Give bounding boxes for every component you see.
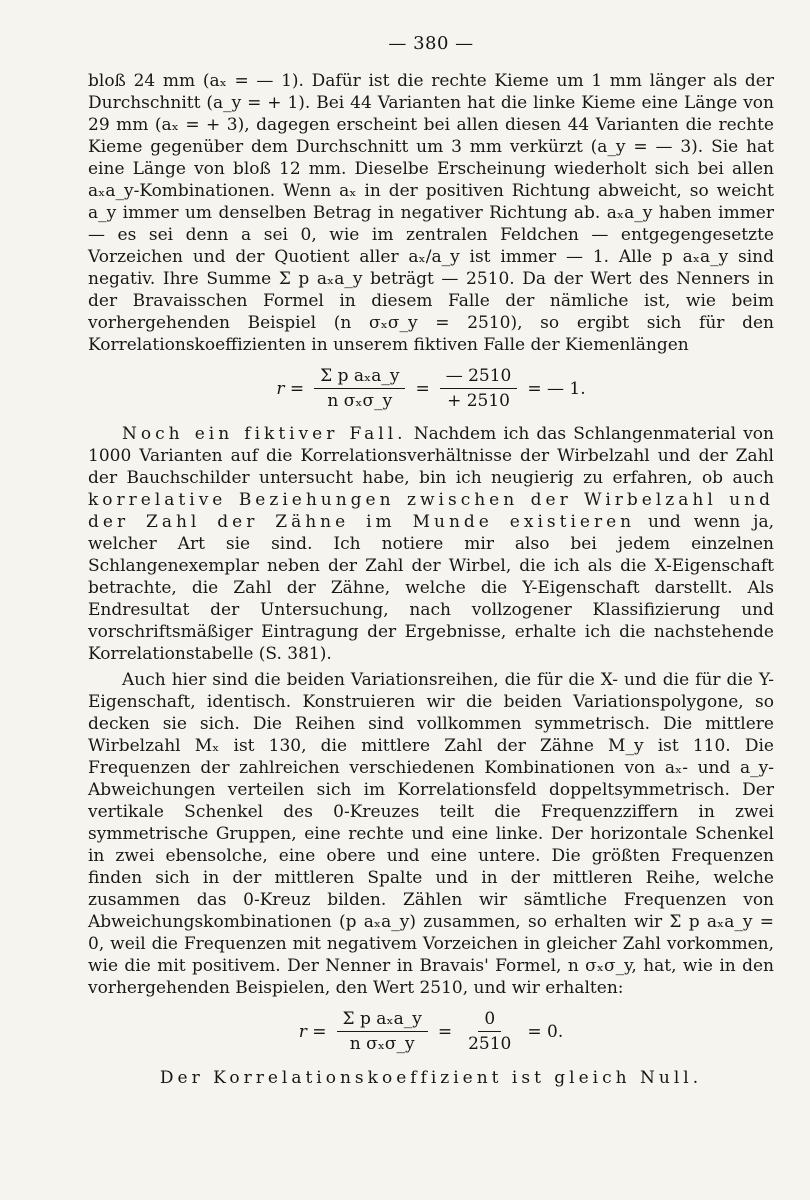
paragraph-2-lead: Noch ein fiktiver Fall. (122, 424, 407, 444)
formula-1-denominator: n σₓσ_y (327, 391, 393, 411)
formula-1-value-denominator: + 2510 (447, 391, 510, 411)
formula-2-value-denominator: 2510 (468, 1034, 512, 1054)
formula-2-denominator: n σₓσ_y (349, 1034, 415, 1054)
formula-2-equals: = (437, 1021, 453, 1042)
formula-1-fraction-b (440, 366, 518, 411)
formula-2-fraction-b (462, 1009, 517, 1054)
formula-2-value-numerator: 0 (478, 1009, 501, 1032)
formula-1-lhs: r = (276, 378, 305, 399)
paragraph-2-text-a: Nachdem ich das Schlangenmaterial von 1000 Varianten auf die Korrelationsverhältnisse der Wirbelzahl und der Zahl der Bauchschilder untersucht habe, bin ich neugierig zu erfahren, ob auch (88, 424, 774, 488)
correlation-formula-2 (88, 1009, 774, 1054)
paragraph-2-spaced-text: korrelative Beziehungen zwischen der Wirbelzahl und der Zahl der Zähne im Munde existieren (88, 490, 774, 532)
formula-1-value-numerator: — 2510 (440, 366, 518, 389)
formula-2-numerator: Σ p aₓa_y (337, 1009, 428, 1032)
formula-1-equals: = (415, 378, 430, 399)
formula-2-result: = 0. (527, 1021, 564, 1042)
closing-statement: Der Korrelationskoeffizient ist gleich Null. (159, 1068, 703, 1088)
paragraph-1: bloß 24 mm (aₓ = — 1). Dafür ist die rechte Kieme um 1 mm länger als der Durchschnitt (a_y = + 1). Bei 44 Varianten hat die linke Kieme eine Länge von 29 mm (aₓ = + 3), dagegen erscheint bei allen diesen 44 Varianten die rechte Kieme gegenüber dem Durchschnitt um 3 mm verkürzt (a_y = — 3). Sie hat eine Länge von bloß 12 mm. Dieselbe Erscheinung wiederholt sich bei allen aₓa_y-Kombinationen. Wenn aₓ in der positiven Richtung abweicht, so weicht a_y immer um denselben Betrag in negativer Richtung ab. aₓa_y haben immer — es sei denn a sei 0, wie im zentralen Feldchen — entgegengesetzte Vorzeichen und der Quotient aller aₓ/a_y ist immer — 1. Alle p aₓa_y sind negativ. Ihre Summe Σ p aₓa_y beträgt — 2510. Da der Wert des Nenners in der Bravaisschen Formel in diesem Falle der nämliche ist, wie beim vorhergehenden Beispiel (n σₓσ_y = 2510), so ergibt sich für den Korrelationskoeffizienten in unserem fiktiven Falle der Kiemenlängen (88, 71, 774, 355)
paragraph-3: Auch hier sind die beiden Variationsreihen, die für die X- und die für die Y-Eigenschaft, identisch. Konstruieren wir die beiden Variationspolygone, so decken sie sich. Die Reihen sind vollkommen symmetrisch. Die mittlere Wirbelzahl Mₓ ist 130, die mittlere Zahl der Zähne M_y ist 110. Die Frequenzen der zahlreichen verschiedenen Kombinationen von aₓ- und a_y-Abweichungen verteilen sich im Korrelationsfeld doppeltsymmetrisch. Der vertikale Schenkel des 0-Kreuzes teilt die Frequenzziffern in zwei symmetrische Gruppen, eine rechte und eine linke. Der horizontale Schenkel in zwei ebensolche, eine obere und eine untere. Die größten Frequenzen finden sich in der mittleren Spalte und in der mittleren Reihe, welche zusammen das 0-Kreuz bilden. Zählen wir sämtliche Frequenzen von Abweichungskombinationen (p aₓa_y) zusammen, so erhalten wir Σ p aₓa_y = 0, weil die Frequenzen mit negativem Vorzeichen in gleicher Zahl vorkommen, wie die mit positivem. Der Nenner in Bravais' Formel, n σₓσ_y, hat, wie in den vorhergehenden Beispielen, den Wert 2510, und wir erhalten: (88, 670, 774, 998)
formula-2-fraction-a (337, 1009, 428, 1054)
correlation-formula-1 (88, 366, 774, 411)
formula-1-result: = — 1. (527, 378, 586, 399)
formula-1-fraction-a (314, 366, 405, 411)
paragraph-2 (88, 423, 774, 665)
paragraph-2-text-b: und wenn ja, welcher Art sie sind. Ich notiere mir also bei jedem einzelnen Schlangenexemplar neben der Zahl der Wirbel, die ich als die X-Eigenschaft betrachte, die Zahl der Zähne, welche die Y-Eigenschaft darstellt. Als Endresultat der Untersuchung, nach vollzogener Klassifizierung und vorschriftsmäßiger Eintragung der Ergebnisse, erhalte ich die nachstehende Korrelationstabelle (S. 381). (88, 512, 774, 664)
formula-2-lhs: r = (298, 1021, 327, 1042)
formula-1-numerator: Σ p aₓa_y (314, 366, 405, 389)
page-number: — 380 — (388, 33, 474, 54)
